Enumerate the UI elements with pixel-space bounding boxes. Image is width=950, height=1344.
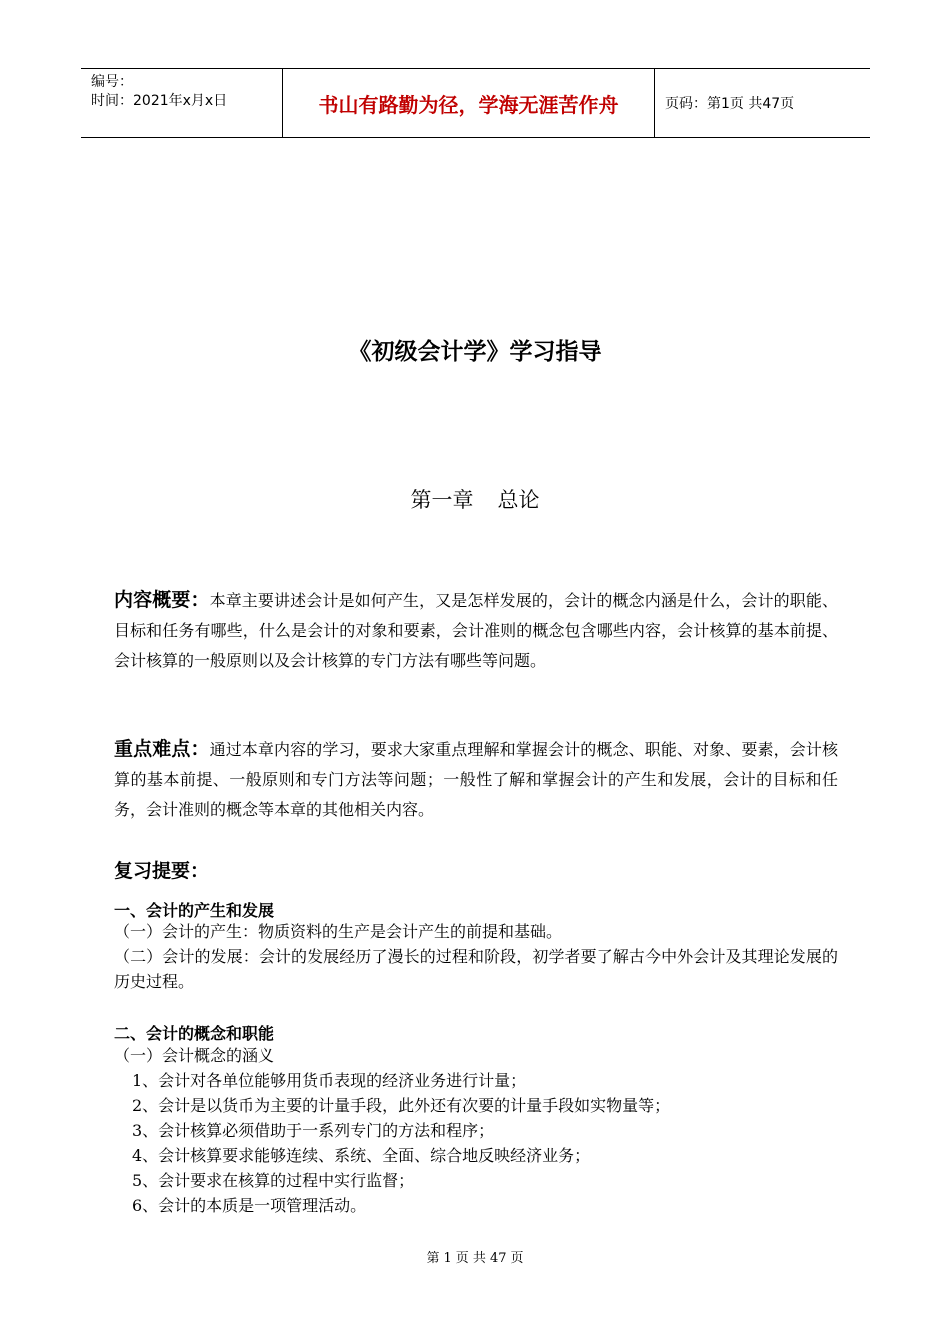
key-points-paragraph bbox=[114, 734, 838, 825]
chapter-heading bbox=[0, 484, 950, 514]
page-header bbox=[81, 68, 870, 138]
list-item: 5、会计要求在核算的过程中实行监督； bbox=[132, 1171, 415, 1190]
header-meta bbox=[81, 69, 282, 137]
summary-paragraph bbox=[114, 585, 838, 676]
list-item: 4、会计核算要求能够连续、系统、全面、综合地反映经济业务； bbox=[132, 1146, 591, 1165]
review-heading: 复习提要： bbox=[114, 860, 210, 882]
footer-prefix: 第 bbox=[426, 1251, 440, 1266]
chapter-number: 第一章 bbox=[410, 488, 474, 512]
number-label: 编号： bbox=[91, 74, 133, 90]
section1-line-2: （二）会计的发展：会计的发展经历了漫长的过程和阶段，初学者要了解古今中外会计及其理论发展的历史过程。 bbox=[114, 947, 838, 991]
key-points-text: 通过本章内容的学习，要求大家重点理解和掌握会计的概念、职能、对象、要素，会计核算的基本前提、一般原则和专门方法等问题；一般性了解和掌握会计的产生和发展，会计的目标和任务，会计准则的概念等本章的其他相关内容。 bbox=[114, 740, 838, 819]
section1-line-1: （一）会计的产生：物质资料的生产是会计产生的前提和基础。 bbox=[114, 922, 563, 941]
key-points-label: 重点难点： bbox=[114, 738, 210, 760]
footer-page-number: 1 bbox=[443, 1251, 452, 1266]
concept-list bbox=[132, 1068, 670, 1218]
list-item: 6、会计的本质是一项管理活动。 bbox=[132, 1196, 367, 1215]
footer-suffix: 页 bbox=[510, 1251, 524, 1266]
date-label: 时间：2021年x月x日 bbox=[91, 93, 228, 109]
summary-text: 本章主要讲述会计是如何产生，又是怎样发展的，会计的概念内涵是什么，会计的职能、目标和任务有哪些，什么是会计的对象和要素，会计准则的概念包含哪些内容，会计核算的基本前提、会计核算的一般原则以及会计核算的专门方法有哪些等问题。 bbox=[114, 591, 838, 670]
list-item: 2、会计是以货币为主要的计量手段，此外还有次要的计量手段如实物量等； bbox=[132, 1096, 671, 1115]
section-heading-2: 二、会计的概念和职能 bbox=[114, 1024, 275, 1043]
list-item: 3、会计核算必须借助于一系列专门的方法和程序； bbox=[132, 1121, 495, 1140]
section-heading-1: 一、会计的产生和发展 bbox=[114, 901, 275, 920]
header-motto: 书山有路勤为径，学海无涯苦作舟 bbox=[282, 69, 655, 137]
footer-mid: 页 共 bbox=[455, 1251, 486, 1266]
section2-subheading: （一）会计概念的涵义 bbox=[114, 1046, 275, 1065]
summary-label: 内容概要： bbox=[114, 589, 210, 611]
document-title: 《初级会计学》学习指导 bbox=[348, 339, 602, 365]
footer-total-pages: 47 bbox=[489, 1251, 507, 1266]
chapter-name: 总论 bbox=[497, 488, 540, 512]
page-footer bbox=[0, 1247, 950, 1266]
header-page-info: 页码：第1页 共47页 bbox=[665, 96, 795, 112]
list-item: 1、会计对各单位能够用货币表现的经济业务进行计量； bbox=[132, 1071, 527, 1090]
